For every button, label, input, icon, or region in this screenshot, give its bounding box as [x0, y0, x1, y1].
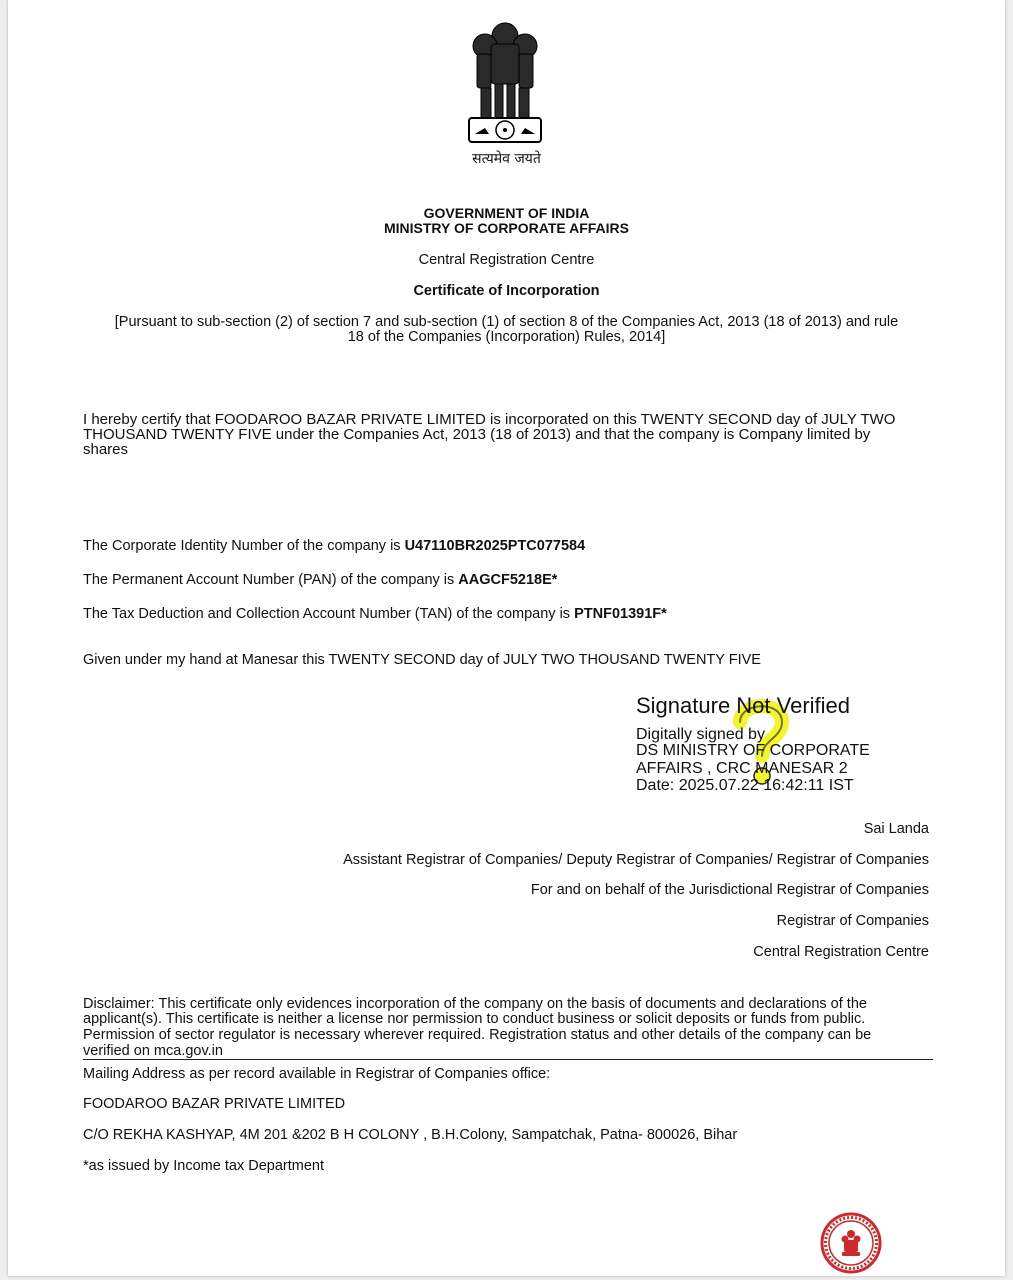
- ministry-heading: MINISTRY OF CORPORATE AFFAIRS: [383, 220, 629, 236]
- signature-line-2: DS MINISTRY OF CORPORATE: [636, 742, 870, 759]
- tan-statement: [83, 606, 667, 622]
- pan-statement: [83, 572, 557, 588]
- pan-label: The Permanent Account Number (PAN) of the company is: [83, 572, 459, 588]
- signature-status: Signature Not Verified: [636, 693, 851, 718]
- cin-label: The Corporate Identity Number of the company is: [83, 538, 405, 554]
- signatory-office: Registrar of Companies: [776, 913, 929, 929]
- disclaimer-line-2: applicant(s). This certificate is neither a license nor permission to conduct business or solicit deposits or funds from public.: [83, 1011, 866, 1027]
- footnote: *as issued by Income tax Department: [83, 1158, 324, 1174]
- certificate-page: [8, 0, 1005, 1276]
- signatory-centre: Central Registration Centre: [753, 944, 929, 960]
- certification-line-2: THOUSAND TWENTY FIVE under the Companies Act, 2013 (18 of 2013) and that the company is Company limited by: [83, 426, 871, 443]
- cin-value: U47110BR2025PTC077584: [404, 538, 586, 554]
- disclaimer-line-3: Permission of sector regulator is necessary wherever required. Registration status and other details of the company can be: [83, 1027, 872, 1043]
- government-heading: GOVERNMENT OF INDIA: [423, 205, 590, 221]
- mailing-heading: Mailing Address as per record available in Registrar of Companies office:: [83, 1066, 551, 1082]
- certification-line-3: shares: [83, 441, 129, 458]
- registration-centre: Central Registration Centre: [418, 252, 595, 268]
- tan-label: The Tax Deduction and Collection Account Number (TAN) of the company is: [83, 606, 575, 622]
- signatory-behalf: For and on behalf of the Jurisdictional Registrar of Companies: [530, 882, 929, 898]
- certification-line-1: I hereby certify that FOODAROO BAZAR PRIVATE LIMITED is incorporated on this TWENTY SECOND day of JULY TWO: [83, 411, 896, 428]
- pursuant-line-2: 18 of the Companies (Incorporation) Rules, 2014]: [347, 329, 666, 345]
- certificate-title: Certificate of Incorporation: [413, 283, 600, 299]
- disclaimer-line-4: verified on mca.gov.in: [83, 1043, 223, 1059]
- signatory-designation: Assistant Registrar of Companies/ Deputy Registrar of Companies/ Registrar of Companies: [343, 852, 929, 868]
- pan-value: AAGCF5218E*: [458, 572, 558, 588]
- mailing-company: FOODAROO BAZAR PRIVATE LIMITED: [83, 1096, 346, 1112]
- divider: [83, 1059, 933, 1060]
- disclaimer-line-1: Disclaimer: This certificate only evidences incorporation of the company on the basis of documents and declarations of the: [83, 996, 867, 1012]
- signature-line-1: Digitally signed by: [636, 726, 765, 743]
- given-under-statement: Given under my hand at Manesar this TWENTY SECOND day of JULY TWO THOUSAND TWENTY FIVE: [83, 652, 761, 668]
- signature-date: Date: 2025.07.22 16:42:11 IST: [636, 777, 854, 794]
- signatory-name: Sai Landa: [863, 821, 929, 837]
- registrar-seal-icon: [820, 1212, 882, 1274]
- tan-value: PTNF01391F*: [574, 606, 667, 622]
- ashoka-emblem-icon: [455, 14, 555, 150]
- emblem-motto: सत्यमेव जयते: [472, 151, 541, 167]
- cin-statement: [83, 538, 585, 554]
- pursuant-line-1: [Pursuant to sub-section (2) of section 7 and sub-section (1) of section 8 of the Companies Act, 2013 (18 of 2013) and rule: [114, 314, 899, 330]
- mailing-address: C/O REKHA KASHYAP, 4M 201 &202 B H COLONY , B.H.Colony, Sampatchak, Patna- 800026, Bihar: [83, 1127, 738, 1143]
- signature-line-3: AFFAIRS , CRC MANESAR 2: [636, 760, 848, 777]
